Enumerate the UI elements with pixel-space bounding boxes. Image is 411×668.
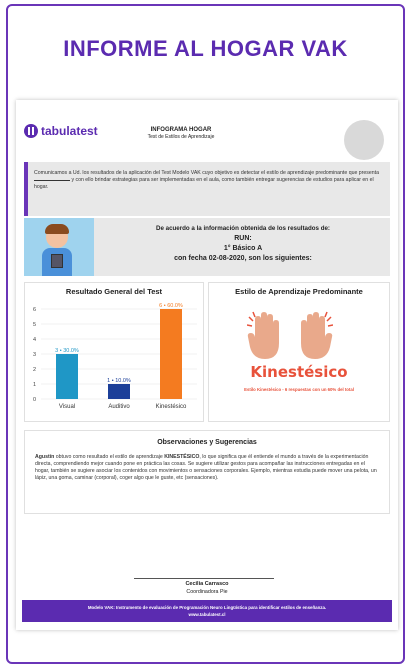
- student-photo-placeholder: [344, 120, 384, 160]
- general-result-panel: [24, 282, 204, 422]
- raised-hand-right-icon: [297, 311, 333, 361]
- result-text: [98, 224, 388, 264]
- observations-text-a: obtuvo como resultado el estilo de aprendizaje: [55, 454, 163, 460]
- footer-line1: Modelo VAK: Instrumento de evaluación de Programación Neuro Lingüística para identificar estilos de enseñanza.: [87, 605, 327, 610]
- date-line: con fecha 02-08-2020, son los siguientes:: [174, 255, 312, 262]
- infographic-title: INFOGRAMA HOGAR: [150, 127, 212, 133]
- infographic-subtitle: Test de Estilos de Aprendizaje: [147, 134, 215, 140]
- x-tick-label: Visual: [58, 404, 76, 410]
- observations-title: Observaciones y Sugerencias: [157, 439, 257, 446]
- student-name-blank: [34, 180, 70, 181]
- bar-kinestésico: [160, 309, 182, 399]
- y-tick-label: 4: [32, 337, 36, 343]
- result-line1: De acuerdo a la información obtenida de los resultados de:: [156, 225, 330, 232]
- y-tick-label: 0: [32, 397, 36, 403]
- report-document: [16, 100, 398, 630]
- run-label: RUN:: [234, 235, 252, 242]
- report-header: [16, 100, 398, 160]
- predominant-style-title: Estilo de Aprendizaje Predominante: [235, 287, 363, 296]
- course-label: 1° Básico A: [223, 245, 263, 252]
- brand-logo: [24, 124, 98, 138]
- intro-text-b: y con ello brindar estrategias para ser implementadas en el aula, como también entregar sugerencias de estudios para aplicar en el hogar.: [34, 177, 374, 190]
- footer-banner: [22, 600, 392, 622]
- raised-hand-left-icon: [247, 311, 283, 361]
- signature-name: Cecilia Carrasco: [185, 581, 229, 587]
- bar-data-label: 6 • 60.0%: [159, 303, 183, 309]
- observations-text-b: , lo que significa que él entiende el mundo a través de la experimentación directa, comprendiendo mejor cuando pone en práctica las cosas. Se sugiere utilizar gestos para acompañar las instrucciones entregadas en el hogar, también se sugiere asociar los contenidos con movimientos o sensaciones corporales. Ejemplo, mientras estudia puede mover una pelota, un lápiz, una goma, caminar (corporal), coger algo que le guste, etc (sensaciones).: [35, 454, 377, 481]
- result-info-box: [24, 218, 390, 276]
- tablet-icon: [51, 254, 63, 268]
- observations-text: [25, 446, 389, 482]
- footer-link[interactable]: www.tabulatest.cl: [188, 612, 226, 617]
- x-tick-label: Auditivo: [108, 404, 130, 410]
- predominant-style-panel: [208, 282, 390, 422]
- observations-style: KINESTÉSICO: [164, 454, 200, 460]
- y-tick-label: 6: [32, 307, 36, 313]
- predominant-style-name: Kinestésico: [250, 363, 348, 381]
- student-first-name: Agustín: [35, 454, 55, 460]
- bar-auditivo: [108, 384, 130, 399]
- signature-role: Coordinadora Pie: [186, 589, 228, 595]
- y-tick-label: 2: [32, 367, 36, 373]
- predominant-style-caption: Estilo Kinestésico - 6 respuestas con un 60% del total: [244, 387, 354, 392]
- signature-line: [134, 578, 274, 579]
- brand-name: tabulatest: [41, 124, 98, 138]
- page-title: INFORME AL HOGAR VAK: [63, 36, 348, 61]
- intro-box: [24, 162, 390, 216]
- observations-panel: [24, 430, 390, 514]
- bar-data-label: 3 • 30.0%: [55, 348, 79, 354]
- bar-data-label: 1 • 10.0%: [107, 378, 131, 384]
- result-bar-chart: [25, 299, 205, 423]
- bar-visual: [56, 354, 78, 399]
- general-result-title: Resultado General del Test: [65, 287, 163, 296]
- y-tick-label: 5: [32, 322, 36, 328]
- y-tick-label: 3: [32, 352, 36, 358]
- y-tick-label: 1: [32, 382, 36, 388]
- tabulatest-logo-icon: [24, 124, 38, 138]
- x-tick-label: Kinestésico: [155, 404, 187, 410]
- intro-text-a: Comunicamos a Ud. los resultados de la aplicación del Test Modelo VAK cuyo objetivo es detectar el estilo de aprendizaje predominante que presenta: [34, 170, 379, 176]
- child-tablet-illustration: [24, 218, 94, 276]
